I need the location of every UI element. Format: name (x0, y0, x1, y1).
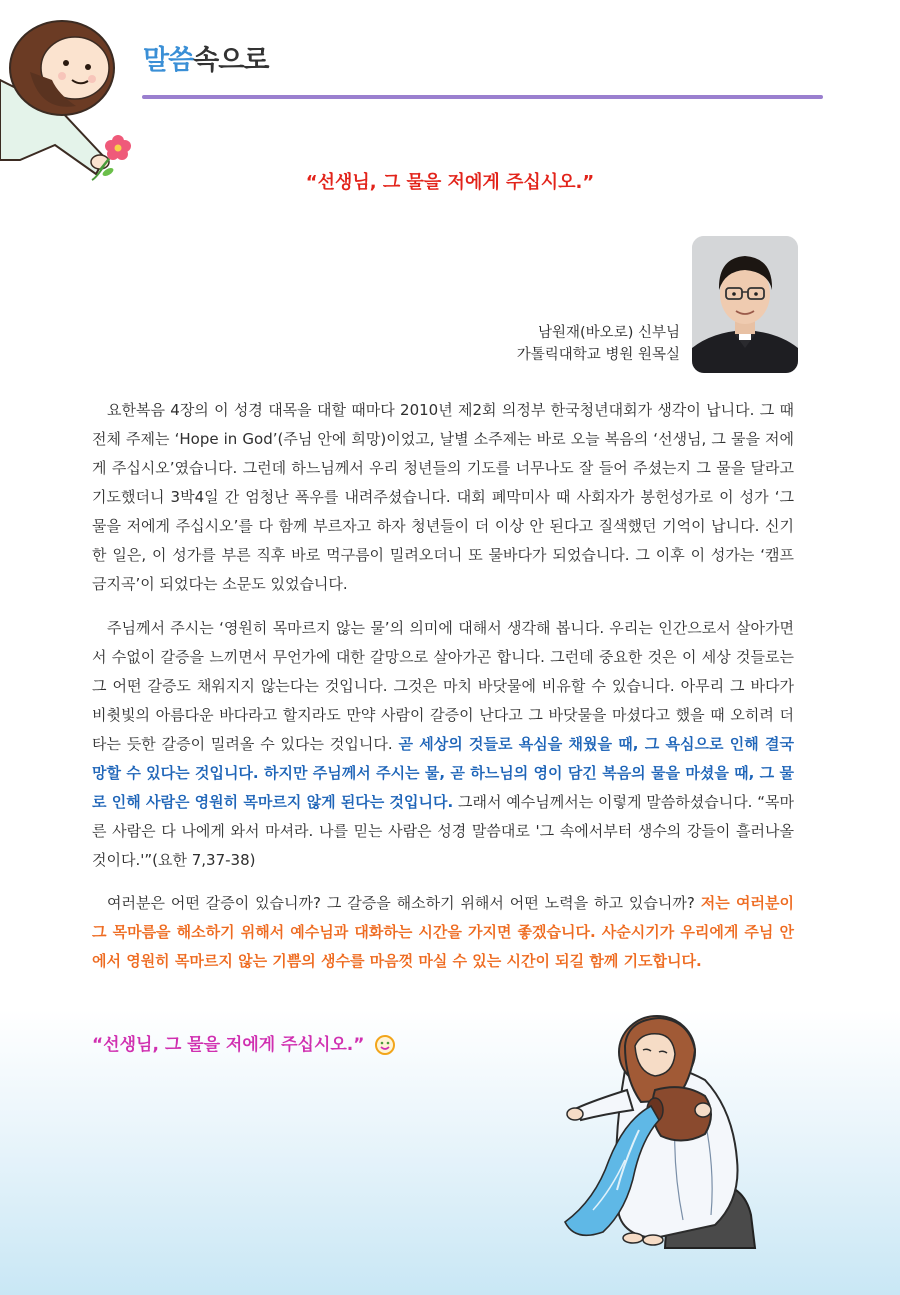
author-info (517, 322, 680, 366)
header-divider (142, 95, 823, 99)
closing-quote (92, 1030, 396, 1056)
priest-portrait (692, 236, 798, 373)
section-title-highlight: 말씀 (143, 45, 194, 76)
paragraph-2-text-c: 그래서 예수님께서는 이렇게 말씀하셨습니다. “목마른 사람은 다 나에게 와서 마셔라. 나를 믿는 사람은 성경 말씀대로 '그 속에서부터 생수의 강들이 흘러나올 것이다.'”(요한 7,37-38) (92, 793, 794, 869)
author-position: 가톨릭대학교 병원 원목실 (516, 347, 680, 363)
paragraph-3 (92, 889, 794, 976)
smile-face-icon (374, 1034, 396, 1056)
closing-quote-text: “선생님, 그 물을 저에게 주십시오.” (92, 1035, 365, 1055)
paragraph-2-text-a: 주님께서 주시는 ‘영원히 목마르지 않는 물’의 의미에 대해서 생각해 봅니다. 우리는 인간으로서 살아가면서 수없이 갈증을 느끼면서 무언가에 대한 갈망으로 살아가곤 합니다. 그런데 중요한 것은 이 세상 것들로는 그 어떤 갈증도 채워지지 않는다는 것입니다. 그것은 마치 바닷물에 비유할 수 있습니다. 아무리 그 바다가 비췻빛의 아름다운 바다라고 할지라도 만약 사람이 갈증이 난다고 그 바닷물을 마셨다고 했을 때 오히려 더 타는 듯한 갈증이 밀려올 수 있다는 것입니다. (92, 619, 794, 753)
paragraph-2 (92, 614, 794, 875)
headline: “선생님, 그 물을 저에게 주십시오.” (305, 172, 595, 193)
section-title (143, 38, 268, 77)
paragraph-1: 요한복음 4장의 이 성경 대목을 대할 때마다 2010년 제2회 의정부 한국청년대회가 생각이 납니다. 그 때 전체 주제는 ‘Hope in God’(주님 안에 희망)이었고, 날별 소주제는 바로 오늘 복음의 ‘선생님, 그 물을 저에게 주십시오’였습니다. 그런데 하느님께서 우리 청년들의 기도를 너무나도 잘 들어 주셨는지 그 물을 달라고 기도했더니 3박4일 간 엄청난 폭우를 내려주셨습니다. 대회 폐막미사 때 사회자가 봉헌성가로 이 성가 ‘그 물을 저에게 주십시오’를 다 함께 부르자고 하자 청년들이 더 이상 안 된다고 질색했던 기억이 납니다. 신기한 일은, 이 성가를 부른 직후 바로 먹구름이 밀려오더니 또 물바다가 되었습니다. 그 이후 이 성가는 ‘캠프 금지곡’이 되었다는 소문도 있었습니다. (92, 401, 794, 593)
paragraph-3-text-a: 여러분은 어떤 갈증이 있습니까? 그 갈증을 해소하기 위해서 어떤 노력을 하고 있습니까? (107, 894, 695, 912)
jesus-holding-flower-illustration (0, 10, 140, 190)
section-title-rest: 속으로 (193, 45, 269, 76)
author-name: 남원재(바오로) 신부님 (538, 325, 680, 341)
paragraph-3-emphasis: 저는 여러분이 그 목마름을 해소하기 위해서 예수님과 대화하는 시간을 가지면 좋겠습니다. 사순시기가 우리에게 주님 안에서 영원히 목마르지 않는 기쁨의 생수를 마음껏 마실 수 있는 시간이 되길 함께 기도합니다. (92, 894, 794, 970)
paragraph-2-emphasis: 곧 세상의 것들로 욕심을 채웠을 때, 그 욕심으로 인해 결국 망할 수 있다는 것입니다. 하지만 주님께서 주시는 물, 곧 하느님의 영이 담긴 복음의 물을 마셨을 때, 그 물로 인해 사람은 영원히 목마르지 않게 된다는 것입니다. (92, 735, 794, 811)
woman-pouring-water-jar-illustration (555, 1010, 770, 1252)
